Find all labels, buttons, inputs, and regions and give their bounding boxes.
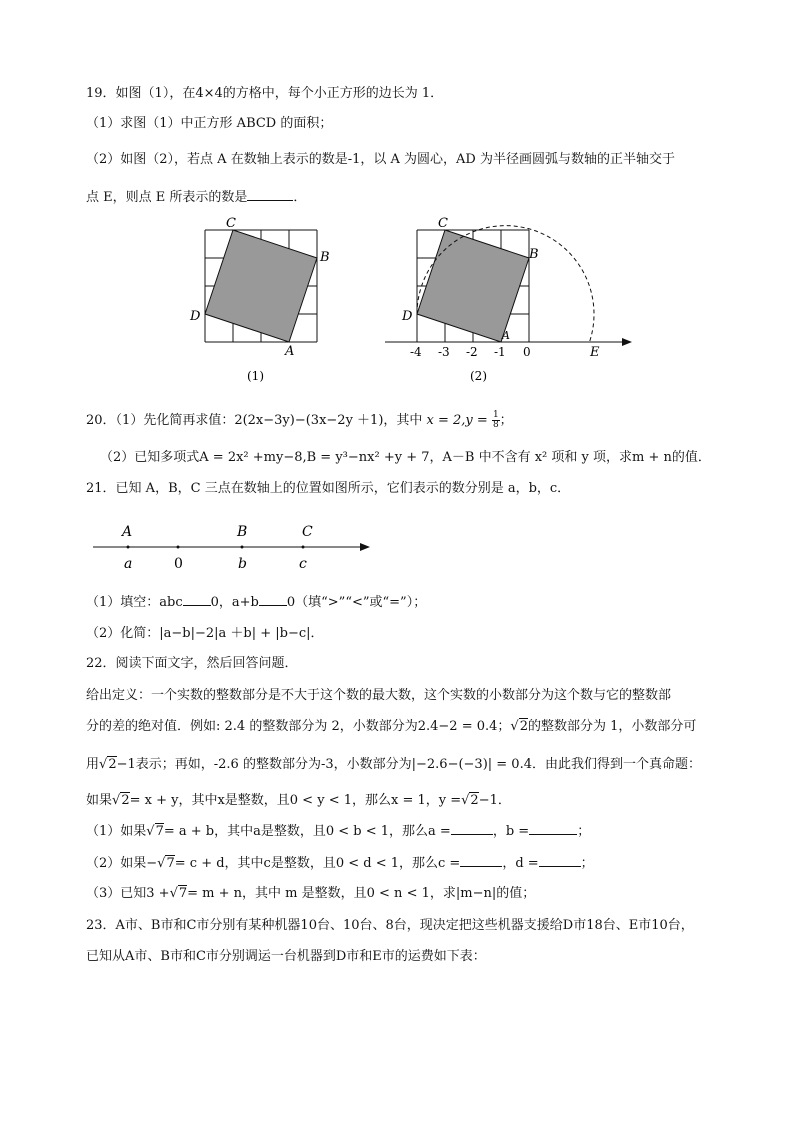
q23-line-1: 23．A市、B市和C市分别有某种机器10台、10台、8台，现决定把这些机器支援给D市18台、E市10台， — [86, 918, 694, 933]
q20-p1-text: 20．（1）先化简再求值：2(2x−3y)−(3x−2y ＋1)，其中 — [86, 413, 423, 428]
q22-s2-e: ； — [580, 856, 594, 871]
tick-m4: -4 — [410, 345, 422, 359]
fraction-one-eighth — [492, 411, 500, 430]
q20-part2: （2）已知多项式A = 2x² +my−8,B = y³−nx² +y + 7，A－B 中不含有 x² 项和 y 项，求m + n的值． — [100, 450, 711, 465]
q23-line-2: 已知从A市、B市和C市分别调运一台机器到D市和E市的运费如下表： — [86, 949, 486, 964]
q22-s2-c: = c + d，其中c是整数，且0 < d < 1，那么c = — [174, 856, 461, 871]
q22-d4-e: −1． — [478, 793, 511, 808]
q22-d2-c: 的整数部分为 1，小数部分可 — [527, 719, 697, 734]
q19-part2-text: 点 E，则点 E 所表示的数是 — [86, 190, 248, 205]
label-c-upper: C — [302, 524, 313, 540]
frac-num: 1 — [492, 410, 499, 420]
q22-def-4: 如果√2= x + y，其中x是整数，且0 < y < 1，那么x = 1，y =√2−1． — [86, 793, 511, 808]
label-c: C — [438, 216, 448, 231]
q22-s3-a: （3）已知3 + — [86, 886, 170, 901]
answer-blank[interactable] — [183, 593, 211, 606]
label-c: C — [226, 216, 236, 231]
point-c — [302, 546, 305, 549]
number-line-arrow — [360, 543, 370, 551]
q22-d3-c: −1表示；再如，-2.6 的整数部分为-3，小数部分为|−2.6−(−3)| = 0.4．由此我们得到一个真命题： — [116, 757, 701, 772]
answer-blank[interactable] — [259, 593, 287, 606]
caption-1: (1) — [247, 369, 264, 383]
figure-2 — [380, 215, 640, 385]
sqrt-2: 2 — [121, 793, 130, 808]
q19-part2: （2）如图（2），若点 A 在数轴上表示的数是-1，以 A 为圆心，AD 为半径画圆弧与数轴的正半轴交于 — [86, 152, 675, 167]
q21-p1-text-c: 0（填“>”“<”或“=”）； — [286, 595, 427, 610]
label-b: B — [320, 250, 330, 265]
label-b-lower: b — [238, 556, 247, 572]
q22-s2-a: （2）如果− — [86, 856, 158, 871]
q22-def-3: 用√2−1表示；再如，-2.6 的整数部分为-3，小数部分为|−2.6−(−3)| = 0.4．由此我们得到一个真命题： — [86, 757, 701, 772]
square-abcd — [205, 230, 317, 342]
q21-part2: （2）化简：|a−b|−2|a ＋b| + |b−c|． — [86, 626, 324, 641]
label-a: A — [285, 344, 295, 359]
answer-blank[interactable] — [539, 854, 581, 867]
q22-sub-2: （2）如果−√7= c + d，其中c是整数，且0 < d < 1，那么c = ，d = ； — [86, 856, 594, 871]
label-d: D — [402, 309, 413, 324]
q22-d2-a: 分的差的绝对值．例如: 2.4 的整数部分为 2，小数部分为2.4−2 = 0.4； — [86, 719, 511, 734]
q19-part2-cont — [86, 188, 306, 207]
q19-period: ． — [293, 190, 307, 205]
label-b: B — [529, 247, 539, 262]
answer-blank[interactable] — [247, 188, 293, 201]
q20-part1 — [86, 411, 513, 430]
number-line-figure — [88, 518, 378, 578]
sqrt-7: 7 — [166, 856, 175, 871]
q19-part1: （1）求图（1）中正方形 ABCD 的面积； — [86, 116, 333, 131]
point-zero — [177, 546, 180, 549]
q22-d4-a: 如果 — [86, 793, 113, 808]
q21-p1-text-a: （1）填空：abc — [86, 595, 183, 610]
answer-blank[interactable] — [451, 822, 493, 835]
label-c-lower: c — [299, 556, 307, 572]
label-b-upper: B — [237, 524, 248, 540]
q19-intro: 19．如图（1），在4×4的方格中，每个小正方形的边长为 1． — [86, 86, 444, 101]
q20-p1-end: ； — [499, 413, 513, 428]
q22-def-1: 给出定义：一个实数的整数部分是不大于这个数的最大数，这个实数的小数部分为这个数与它的整数部 — [86, 688, 672, 703]
tick-m2: -2 — [466, 345, 478, 359]
q22-sub-3: （3）已知3 +√7= m + n，其中 m 是整数，且0 < n < 1，求|m−n|的值； — [86, 886, 536, 901]
label-d: D — [190, 309, 201, 324]
point-b — [241, 546, 244, 549]
q22-s1-c: = a + b，其中a是整数，且0 < b < 1，那么a = — [163, 824, 451, 839]
frac-den: 8 — [492, 420, 499, 430]
sqrt-2: 2 — [519, 719, 528, 734]
q22-s2-d: ，d = — [502, 856, 539, 871]
sqrt-7: 7 — [155, 824, 164, 839]
label-a-upper: A — [122, 524, 133, 540]
q22-intro: 22．阅读下面文字，然后回答问题． — [86, 656, 298, 671]
square-abcd — [417, 230, 529, 342]
answer-blank[interactable] — [529, 822, 577, 835]
sqrt-2: 2 — [470, 793, 479, 808]
tick-m1: -1 — [494, 345, 506, 359]
label-a: A — [502, 329, 510, 342]
q22-d3-a: 用 — [86, 757, 100, 772]
label-zero: 0 — [174, 556, 183, 572]
label-a-lower: a — [124, 556, 133, 572]
q22-s3-c: = m + n，其中 m 是整数，且0 < n < 1，求|m−n|的值； — [187, 886, 536, 901]
figure-1 — [185, 215, 345, 385]
tick-0: 0 — [523, 345, 531, 359]
q22-sub-1: （1）如果√7= a + b，其中a是整数，且0 < b < 1，那么a = ，b = ； — [86, 824, 591, 839]
q22-s1-a: （1）如果 — [86, 824, 147, 839]
q21-part1 — [86, 593, 426, 612]
tick-m3: -3 — [438, 345, 450, 359]
q20-p1-values: x = 2,y = — [426, 413, 488, 428]
q22-s1-e: ； — [577, 824, 591, 839]
answer-blank[interactable] — [460, 854, 502, 867]
q22-d4-c: = x + y，其中x是整数，且0 < y < 1，那么x = 1，y = — [129, 793, 462, 808]
caption-2: (2) — [470, 369, 487, 383]
q21-p1-text-b: 0，a+b — [210, 595, 259, 610]
q22-def-2: 分的差的绝对值．例如: 2.4 的整数部分为 2，小数部分为2.4−2 = 0.4；√2的整数部分为 1，小数部分可 — [86, 719, 697, 734]
q22-s1-d: ，b = — [492, 824, 530, 839]
axis-arrow — [622, 338, 632, 346]
sqrt-2: 2 — [108, 757, 117, 772]
sqrt-7: 7 — [178, 886, 188, 901]
q21-intro: 21．已知 A，B，C 三点在数轴上的位置如图所示，它们表示的数分别是 a，b，c． — [86, 481, 571, 496]
point-a — [127, 546, 130, 549]
label-e: E — [590, 345, 600, 360]
